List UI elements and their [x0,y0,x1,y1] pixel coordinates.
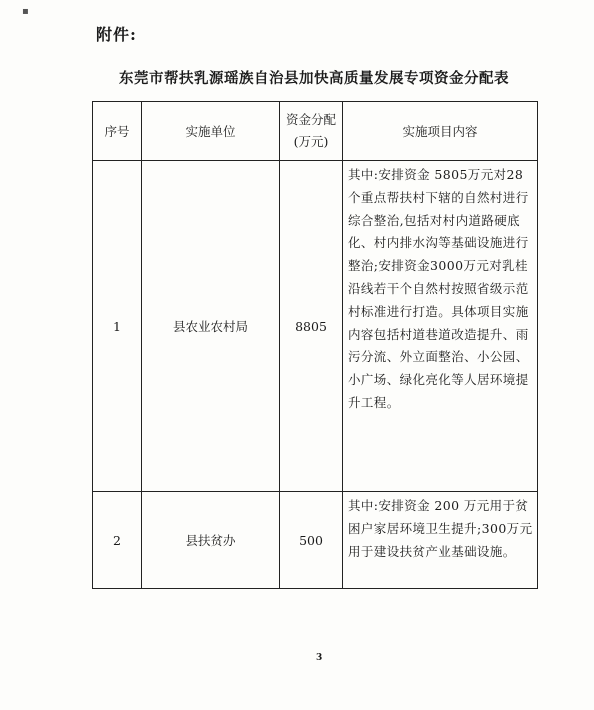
attachment-label: 附件: [96,25,137,44]
scan-mark: ▪ [22,6,29,17]
header-funds [280,102,343,161]
row-content: 其中:安排资金 5805万元对28 个重点帮扶村下辖的自然村进行综合整治,包括对村内道路硬底化、村内排水沟等基础设施进行整治;安排资金3000万元对乳桂沿线若干个自然村按照省级示范村标准进行打造。具体项目实施内容包括村道巷道改造提升、雨污分流、外立面整治、小公园、小广场、绿化亮化等人居环境提升工程。 [343,161,538,492]
row-index: 2 [93,492,142,589]
row-content: 其中:安排资金 200 万元用于贫困户家居环境卫生提升;300万元用于建设扶贫产业基础设施。 [343,492,538,589]
header-funds-line2: (万元) [293,134,329,149]
table-row [93,492,538,589]
header-content: 实施项目内容 [343,102,538,161]
row-funds: 8805 [280,161,343,492]
row-unit: 县扶贫办 [142,492,280,589]
header-funds-line1: 资金分配 [285,112,336,127]
row-unit: 县农业农村局 [142,161,280,492]
header-index: 序号 [93,102,142,161]
fund-allocation-table [92,101,538,589]
row-funds: 500 [280,492,343,589]
document-title: 东莞市帮扶乳源瑶族自治县加快高质量发展专项资金分配表 [119,70,509,87]
table-header-row [93,102,538,161]
header-unit: 实施单位 [142,102,280,161]
table-row [93,161,538,492]
row-index: 1 [93,161,142,492]
page-number: 3 [316,653,323,663]
